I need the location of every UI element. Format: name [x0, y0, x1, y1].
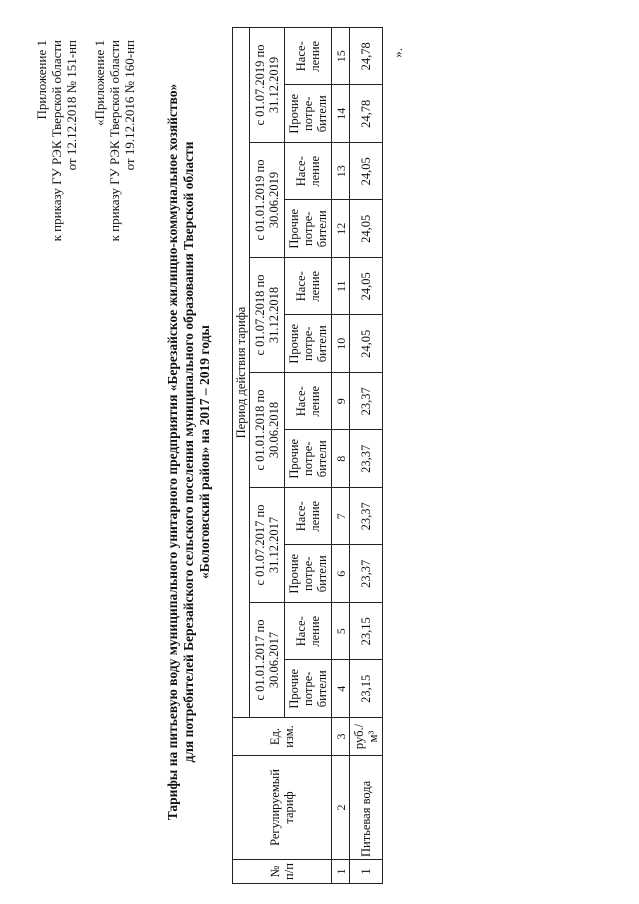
subheader-population: Насе-ление: [285, 603, 332, 661]
appendix-original-line3: от 19.12.2016 № 160-нп: [122, 40, 137, 171]
header-row-1: [233, 28, 250, 884]
table-row: [350, 28, 383, 884]
subheader-other: Прочие потре-бители: [285, 545, 332, 603]
column-number: 9: [332, 373, 350, 431]
appendix-current: [34, 40, 79, 241]
period-header: с 01.01.2017 по 30.06.2017: [250, 603, 285, 718]
tariff-value: 23,15: [350, 660, 383, 718]
subheader-other: Прочие потре-бители: [285, 660, 332, 718]
tariff-value: 23,37: [350, 545, 383, 603]
column-number: 10: [332, 315, 350, 373]
appendix-current-line2: к приказу ГУ РЭК Тверской области: [49, 40, 64, 242]
tariff-value: 23,37: [350, 430, 383, 488]
tariff-value: 23,37: [350, 373, 383, 431]
row-no: 1: [350, 860, 383, 884]
appendix-original-line2: к приказу ГУ РЭК Тверской области: [107, 40, 122, 242]
tariff-value: 24,05: [350, 143, 383, 201]
tariff-value: 24,05: [350, 258, 383, 316]
column-number: 8: [332, 430, 350, 488]
title-line2: для потребителей Березайского сельского поселения муниципального образования Тверской области: [181, 141, 196, 763]
column-number: 13: [332, 143, 350, 201]
header-unit: Ед. изм.: [233, 718, 332, 756]
column-number: 15: [332, 28, 350, 86]
title-line1: Тарифы на питьевую воду муниципального унитарного предприятия «Березайское жилищно-коммунальное хозяйство»: [165, 83, 180, 821]
column-number-row: [332, 28, 350, 884]
period-header: с 01.07.2017 по 31.12.2017: [250, 488, 285, 603]
column-number: 1: [332, 860, 350, 884]
tariff-value: 24,05: [350, 200, 383, 258]
column-number: 12: [332, 200, 350, 258]
appendix-original-line1: «Приложение 1: [92, 40, 107, 127]
column-number: 7: [332, 488, 350, 546]
row-tariff: Питьевая вода: [350, 756, 383, 860]
subheader-other: Прочие потре-бители: [285, 315, 332, 373]
column-number: 11: [332, 258, 350, 316]
subheader-other: Прочие потре-бители: [285, 430, 332, 488]
header-period: Период действия тарифа: [233, 28, 250, 718]
period-header: с 01.07.2019 по 31.12.2019: [250, 28, 285, 143]
appendix-current-line1: Приложение 1: [34, 40, 49, 120]
tariff-value: 24,78: [350, 85, 383, 143]
document-title: [165, 0, 213, 904]
tariff-table: [232, 27, 383, 884]
subheader-population: Насе-ление: [285, 488, 332, 546]
title-line3: «Бологовский район» на 2017 – 2019 годы: [197, 325, 212, 579]
row-unit: руб./м³: [350, 718, 383, 756]
column-number: 14: [332, 85, 350, 143]
closing-quote: ».: [390, 48, 405, 58]
subheader-population: Насе-ление: [285, 373, 332, 431]
column-number: 2: [332, 756, 350, 860]
period-header: с 01.01.2018 по 30.06.2018: [250, 373, 285, 488]
period-header: с 01.07.2018 по 31.12.2018: [250, 258, 285, 373]
column-number: 6: [332, 545, 350, 603]
appendix-original: [92, 40, 137, 241]
header-tariff: Регулируемый тариф: [233, 756, 332, 860]
period-header: с 01.01.2019 по 30.06.2019: [250, 143, 285, 258]
subheader-population: Насе-ление: [285, 143, 332, 201]
tariff-value: 23,15: [350, 603, 383, 661]
tariff-value: 23,37: [350, 488, 383, 546]
appendix-current-line3: от 12.12.2018 № 151-нп: [64, 40, 79, 171]
subheader-other: Прочие потре-бители: [285, 85, 332, 143]
column-number: 5: [332, 603, 350, 661]
column-number: 4: [332, 660, 350, 718]
subheader-other: Прочие потре-бители: [285, 200, 332, 258]
tariff-value: 24,78: [350, 28, 383, 86]
subheader-population: Насе-ление: [285, 28, 332, 86]
column-number: 3: [332, 718, 350, 756]
header-no: № п/п: [233, 860, 332, 884]
subheader-population: Насе-ление: [285, 258, 332, 316]
tariff-value: 24,05: [350, 315, 383, 373]
